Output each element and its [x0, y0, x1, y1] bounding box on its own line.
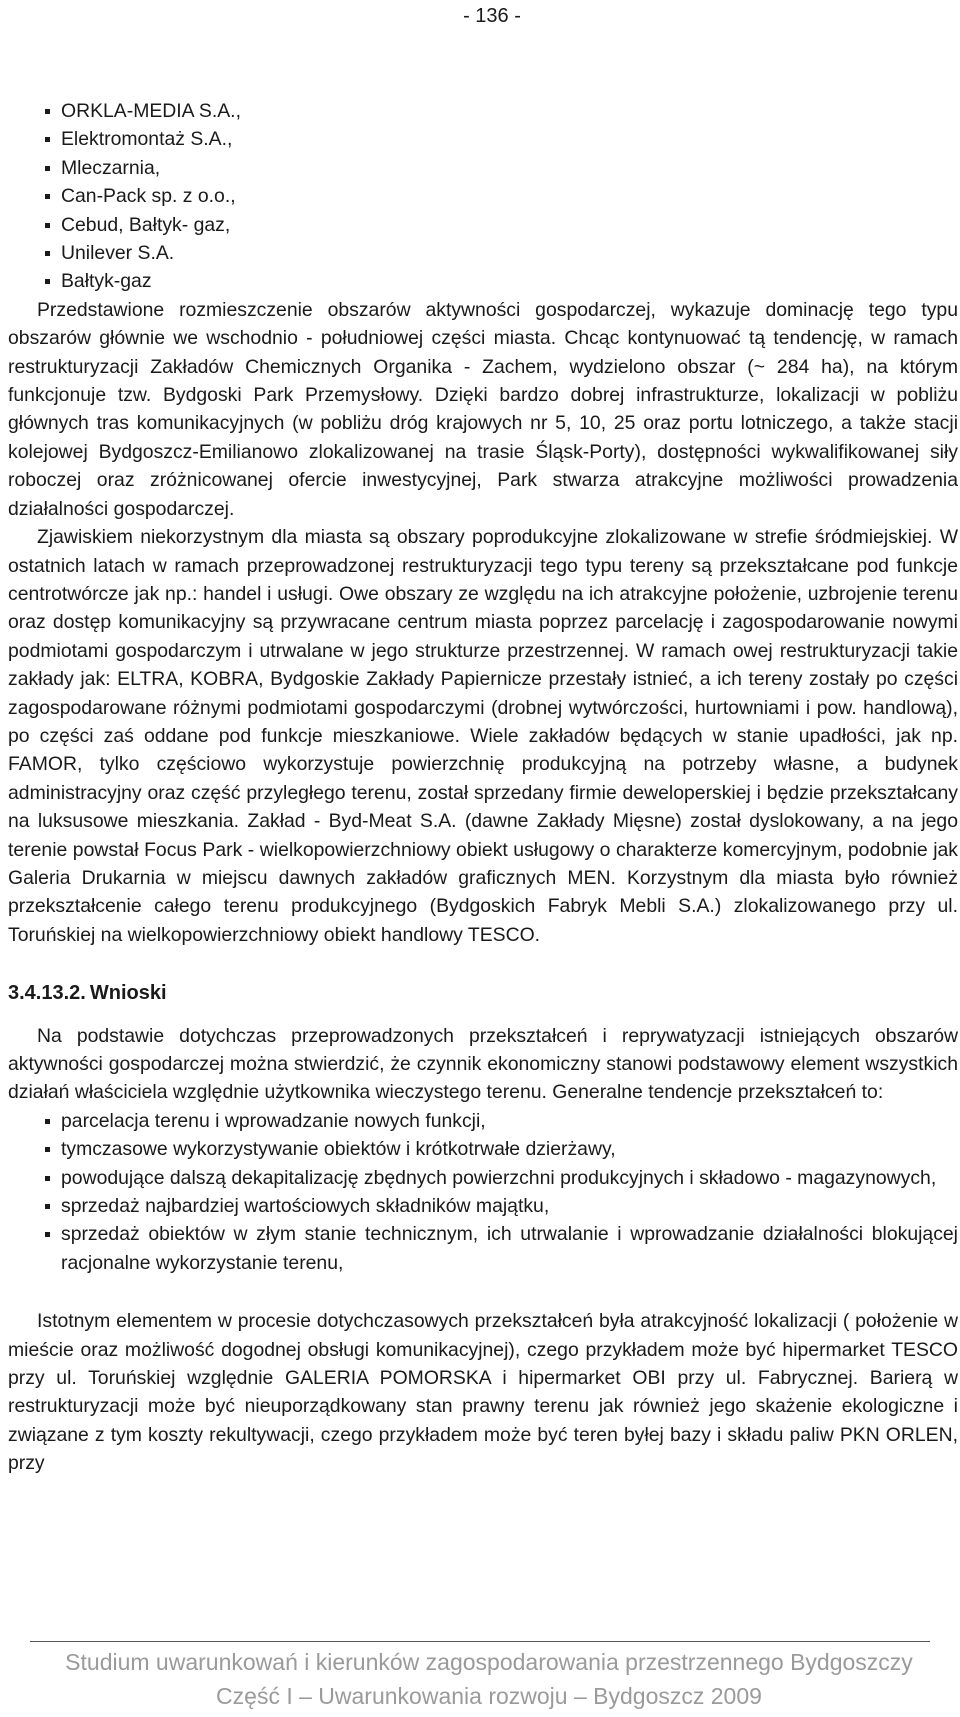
page-footer	[0, 1645, 960, 1713]
section-number: 3.4.13.2.	[8, 982, 86, 1005]
spacer	[8, 1277, 958, 1307]
list-item: Unilever S.A.	[8, 239, 958, 267]
list-item: ORKLA-MEDIA S.A.,	[8, 97, 958, 125]
list-item: sprzedaż najbardziej wartościowych składników majątku,	[8, 1192, 958, 1220]
list-item: powodujące dalszą dekapitalizację zbędnych powierzchni produkcyjnych i składowo - magazynowych,	[8, 1164, 958, 1192]
list-item: Can-Pack sp. z o.o.,	[8, 182, 958, 210]
list-item: tymczasowe wykorzystywanie obiektów i krótkotrwałe dzierżawy,	[8, 1135, 958, 1163]
paragraph: Istotnym elementem w procesie dotychczasowych przekształceń była atrakcyjność lokalizacji ( położenie w mieście oraz możliwość dogodnej obsługi komunikacyjnej), czego przykładem może być hipermarket TESCO przy ul. Toruńskiej względnie GALERIA POMORSKA i hipermarket OBI przy ul. Fabrycznej. Barierą w restrukturyzacji może być nieuporządkowany stan prawny terenu jak również jego skażenie ekologiczne i związane z tym koszty rekultywacji, czego przykładem może być teren byłej bazy i składu paliw PKN ORLEN, przy	[8, 1310, 958, 1475]
section-heading	[8, 979, 958, 1007]
footer-divider	[30, 1641, 930, 1642]
list-item: Mleczarnia,	[8, 154, 958, 182]
trends-list	[8, 1107, 958, 1277]
paragraph: Na podstawie dotychczas przeprowadzonych przekształceń i reprywatyzacji istniejących obszarów aktywności gospodarczej można stwierdzić, że czynnik ekonomiczny stanowi podstawowy element wszystkich działań właściciela względnie użytkownika wieczystego terenu. Generalne tendencje przekształceń to:	[8, 1024, 958, 1104]
company-list	[8, 97, 958, 296]
list-item: Bałtyk-gaz	[8, 267, 958, 295]
list-item: Cebud, Bałtyk- gaz,	[8, 211, 958, 239]
paragraph: Zjawiskiem niekorzystnym dla miasta są obszary poprodukcyjne zlokalizowane w strefie śródmiejskiej. W ostatnich latach w ramach przeprowadzonej restrukturyzacji tego typu tereny są przekształcane pod funkcje centrotwórcze jak np.: handel i usługi. Owe obszary ze względu na ich atrakcyjne położenie, uzbrojenie terenu oraz dostęp komunikacyjny są przywracane centrum miasta poprzez parcelację i zagospodarowanie nowymi podmiotami gospodarczym i utrwalane w jego strukturze przestrzennej. W ramach owej restrukturyzacji takie zakłady jak: ELTRA, KOBRA, Bydgoskie Zakłady Papiernicze przestały istnieć, a ich tereny zostały po części zagospodarowane różnymi podmiotami gospodarczymi (drobnej wytwórczości, hurtowniami i pow. handlową), po części zaś oddane pod funkcje mieszkaniowe. Wiele zakładów będących w stanie upadłości, jak np. FAMOR, tylko częściowo wykorzystuje powierzchnię produkcyjną na potrzeby własne, a budynek administracyjny oraz część przyległego terenu, został sprzedany firmie deweloperskiej i będzie przekształcany na luksusowe mieszkania. Zakład - Byd-Meat S.A. (dawne Zakłady Mięsne) został dyslokowany, a na jego terenie powstał Focus Park - wielkopowierzchniowy obiekt usługowy o charakterze komercyjnym, podobnie jak Galeria Drukarnia w miejscu dawnych zakładów graficznych MEN. Korzystnym dla miasta było również przekształcenie całego terenu produkcyjnego (Bydgoskich Fabryk Mebli S.A.) zlokalizowanego przy ul. Toruńskiej na wielkopowierzchniowy obiekt handlowy TESCO.	[8, 526, 958, 946]
section-title: Wnioski	[89, 982, 167, 1005]
list-item: parcelacja terenu i wprowadzanie nowych funkcji,	[8, 1107, 958, 1135]
paragraph: Przedstawione rozmieszczenie obszarów aktywności gospodarczej, wykazuje dominację tego typu obszarów głównie we wschodnio - południowej części miasta. Chcąc kontynuować tą tendencję, w ramach restrukturyzacji Zakładów Chemicznych Organika - Zachem, wydzielono obszar (~ 284 ha), na którym funkcjonuje tzw. Bydgoski Park Przemysłowy. Dzięki bardzo dobrej infrastrukturze, lokalizacji w pobliżu głównych tras komunikacyjnych (w pobliżu dróg krajowych nr 5, 10, 25 oraz portu lotniczego, a także stacji kolejowej Bydgoszcz-Emilianowo zlokalizowanej na trasie Śląsk-Porty), dostępności wykwalifikowanej siły roboczej oraz zróżnicowanej ofercie inwestycyjnej, Park stwarza atrakcyjne możliwości prowadzenia działalności gospodarczej.	[8, 298, 958, 520]
footer-line-1: Studium uwarunkowań i kierunków zagospodarowania przestrzennego Bydgoszczy	[65, 1649, 913, 1675]
list-item: Elektromontaż S.A.,	[8, 125, 958, 153]
list-item: sprzedaż obiektów w złym stanie technicznym, ich utrwalanie i wprowadzanie działalności blokującej racjonalne wykorzystanie terenu,	[8, 1220, 958, 1277]
footer-line-2: Część I – Uwarunkowania rozwoju – Bydgoszcz 2009	[216, 1683, 762, 1709]
page-number: - 136 -	[463, 5, 521, 27]
document-body	[8, 97, 958, 1478]
